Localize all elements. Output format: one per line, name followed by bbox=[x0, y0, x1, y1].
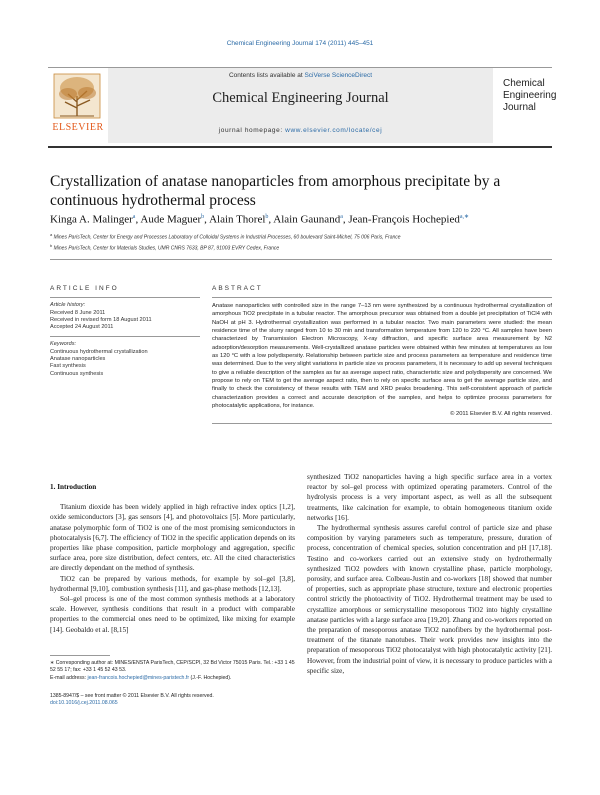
abstract-rule bbox=[212, 297, 552, 298]
author-affiliation-mark[interactable]: b bbox=[201, 214, 205, 220]
section-heading-introduction: 1. Introduction bbox=[50, 483, 97, 491]
abstract-bottom-rule bbox=[212, 423, 552, 424]
article-info-heading: ARTICLE INFO bbox=[50, 285, 119, 292]
cover-title-line: Chemical bbox=[503, 78, 545, 89]
title-block-divider bbox=[50, 259, 552, 260]
author-list: Kinga A. Malinger$^a$, Aude Maguer$^b$, Alain Thorel$^b$, Alain Gaunand$^a$, Jean-François Hochepied$^{a,∗}$ bbox=[50, 213, 470, 226]
issn-line: 1385-8947/$ – see front matter © 2011 Elsevier B.V. All rights reserved. bbox=[50, 693, 214, 699]
author-name: Aude Maguer bbox=[140, 213, 202, 226]
author-name: Kinga A. Malinger bbox=[50, 213, 133, 226]
received-date: Received 8 June 2011 bbox=[50, 309, 106, 316]
author-affiliation-mark[interactable]: b bbox=[265, 214, 269, 220]
author-affiliation-mark[interactable]: a bbox=[132, 214, 136, 220]
journal-citation[interactable]: Chemical Engineering Journal 174 (2011) 445–451 bbox=[226, 40, 374, 47]
affiliation-line: $^a$ Mines ParisTech, Center for Energy and Processes Laboratory of Colloidal Systems in Industrial Processes, 60 boulevard Saint-Michel, 75 006 Paris, France bbox=[50, 232, 401, 241]
copyright-notice: © 2011 Elsevier B.V. All rights reserved. bbox=[450, 411, 552, 418]
corresponding-author-note: ∗ Corresponding author at: MINES/ENSTA ParisTech, CEP/SCPI, 32 Bd Victor 75015 Paris. Tel.: +33 1 45 52 55 17; fax: +33 1 45 52 43 53. bbox=[50, 660, 295, 674]
header-bottom-rule bbox=[48, 146, 552, 148]
body-paragraph: The hydrothermal synthesis assures careful control of particle size and phase composition by varying parameters such as temperature, pressure, duration of process, concentration of chemical species, solution concentration and pH [17,18]. Testino and co-workers carried out an extensive study on hydrothermally synthesized TiO2 powders with known crystalline phase, particle morphology, porosity, and surface area. Colbeau-Justin and co-workers [18] showed that number of properties, such as appropriate phase structure, texture and electronic properties control strictly the photoactivity of TiO2. Hydrothermal treatment may be used to crystallize amorphous or semicrystalline mesoporous TiO2 into highly crystalline anatase particles with a large surface area [19,20]. Zhang and co-workers reported on the preparation of mesoporous anatase TiO2 nanofibers by the hydrothermal post-treatment of the titanate nanotubes. Their work provides new insights into the preparation of mesoporous TiO2 photocatalyst with high photocatalytic activity [21]. However, from the industrial point of view, it is necessary to produce particles with a specific size, bbox=[307, 524, 552, 675]
body-paragraph: synthesized TiO2 nanoparticles having a high specific surface area in a vortex reactor by sol–gel process with optimized operating parameters. Control of the hydrolysis process is a very important aspect, as well as all the subsequent treatments, like calcination for example, to obtain homogeneous titanium oxide networks [16]. bbox=[307, 473, 552, 522]
keyword-item: Fast synthesis bbox=[50, 363, 86, 370]
body-paragraph: TiO2 can be prepared by various methods, for example by sol–gel [3,8], hydrothermal [9,10], combustion synthesis [11], and gas-phase methods [12,13]. bbox=[50, 574, 295, 593]
body-paragraph: Sol–gel process is one of the most common synthesis methods at a laboratory scale. However, synthesis conditions that result in a product with comparable properties to the commercial ones need to be optimized, like mixing for example [14]. Geobaldo et al. [8,15] bbox=[50, 595, 295, 634]
author-name: Alain Thorel bbox=[209, 213, 266, 226]
keywords-rule bbox=[50, 336, 200, 337]
journal-cover-title bbox=[503, 78, 563, 114]
contents-prefix: Contents lists available at bbox=[228, 72, 305, 79]
article-identifiers bbox=[50, 693, 300, 708]
contents-availability-line bbox=[108, 72, 493, 79]
article-info-rule bbox=[50, 297, 200, 298]
author-affiliation-mark[interactable]: a,∗ bbox=[459, 214, 470, 220]
cover-title-line: Journal bbox=[503, 102, 536, 113]
abstract-heading: ABSTRACT bbox=[212, 285, 263, 292]
homepage-prefix: journal homepage: bbox=[218, 127, 286, 134]
email-line: E-mail address: jean-francois.hochepied@mines-paristech.fr (J.-F. Hochepied). bbox=[50, 674, 232, 681]
journal-homepage-link[interactable]: www.elsevier.com/locate/cej bbox=[285, 127, 383, 134]
author-name: Jean-François Hochepied bbox=[348, 213, 460, 226]
keyword-item: Continuous hydrothermal crystallization bbox=[50, 348, 148, 355]
author-name: Alain Gaunand bbox=[273, 213, 341, 226]
abstract-column bbox=[212, 285, 552, 424]
journal-name: Chemical Engineering Journal bbox=[212, 90, 389, 106]
doi-link[interactable]: doi:10.1016/j.cej.2011.08.065 bbox=[50, 700, 118, 707]
accepted-date: Accepted 24 August 2011 bbox=[50, 324, 114, 331]
cover-title-line: Engineering bbox=[503, 90, 557, 101]
author-email-link[interactable]: jean-francois.hochepied@mines-paristech.fr bbox=[87, 674, 190, 681]
affiliation-line: $^b$ Mines ParisTech, Center for Materials Studies, UMR CNRS 7633, BP 87, 91003 EVRY Cedex, France bbox=[50, 242, 280, 252]
footnote bbox=[50, 660, 300, 682]
sciencedirect-link[interactable]: SciVerse ScienceDirect bbox=[304, 72, 373, 79]
keyword-item: Continuous synthesis bbox=[50, 370, 104, 377]
body-left-column bbox=[50, 482, 295, 635]
body-paragraph: Titanium dioxide has been widely applied in high refractive index optics [1,2], oxide semiconductors [3], gas sensors [4], and photovoltaics [5]. More particularly, anatase polymorphic form of TiO2 is one of the most promising semiconductors in photocatalysis [6,7]. The efficiency of TiO2 in the specific application depends on its properties like phase composition, particle morphology and aggregation, specific surface area, pore size distribution, defect centers, etc. All the cited characteristics are directly dependant on the method of synthesis. bbox=[50, 503, 295, 573]
keyword-item: Anatase nanoparticles bbox=[50, 356, 106, 363]
body-right-column bbox=[307, 472, 552, 676]
keywords-label: Keywords: bbox=[50, 341, 77, 348]
article-info-column bbox=[50, 285, 200, 378]
article-history-label: Article history: bbox=[50, 302, 86, 309]
elsevier-wordmark: ELSEVIER bbox=[52, 122, 104, 133]
abstract-text: Anatase nanoparticles with controlled size in the range 7–13 nm were synthesized by a continuous hydrothermal crystallization of amorphous TiO2 precipitate in a tubular reactor. The amorphous precursor was obtained from a double jet precipitation of TiCl4 with NaOH at pH 3. Hydrothermal crystallization was performed in a tubular reactor. Two main parameters were studied: the mean residence time of the slurry ranged from 10 to 30 min and transformation temperature from 120 to 220 °C. All samples have been characterized by Transmission Electron Microscopy, X-ray diffraction, and specific surface area measurement by N2 adsorption/desorption measurements. Well-crystallized anatase particles were obtained within few minutes at temperatures as low as 120 °C with a low polydispersity. Relationship between particle size and process parameters as temperature and residence time was determined. Due to the very slight variations in particle size vs process parameters, it is necessary to add up several techniques to give a reliable description of the samples as far as average aspect ratio, characteristic size and polydispersity are concerned. We propose to rely on TEM to get the average aspect ratio, then to rely on specific surface area to get the average particle size, and finally to check the consistency of these results with TEM and XRD peaks broadening. This self-consistent approach of particle characterization provides a correct and accurate description of the samples, and helps to optimize process parameters for photocatalytic applications, for instance. bbox=[212, 303, 552, 410]
footnote-rule bbox=[50, 655, 110, 656]
article-title: Crystallization of anatase nanoparticles from amorphous precipitate by a continuous hydrothermal process bbox=[50, 173, 501, 209]
journal-homepage-line bbox=[108, 127, 493, 134]
author-affiliation-mark[interactable]: a bbox=[340, 214, 343, 220]
affiliations bbox=[50, 231, 550, 252]
revised-date: Received in revised form 18 August 2011 bbox=[50, 316, 152, 323]
